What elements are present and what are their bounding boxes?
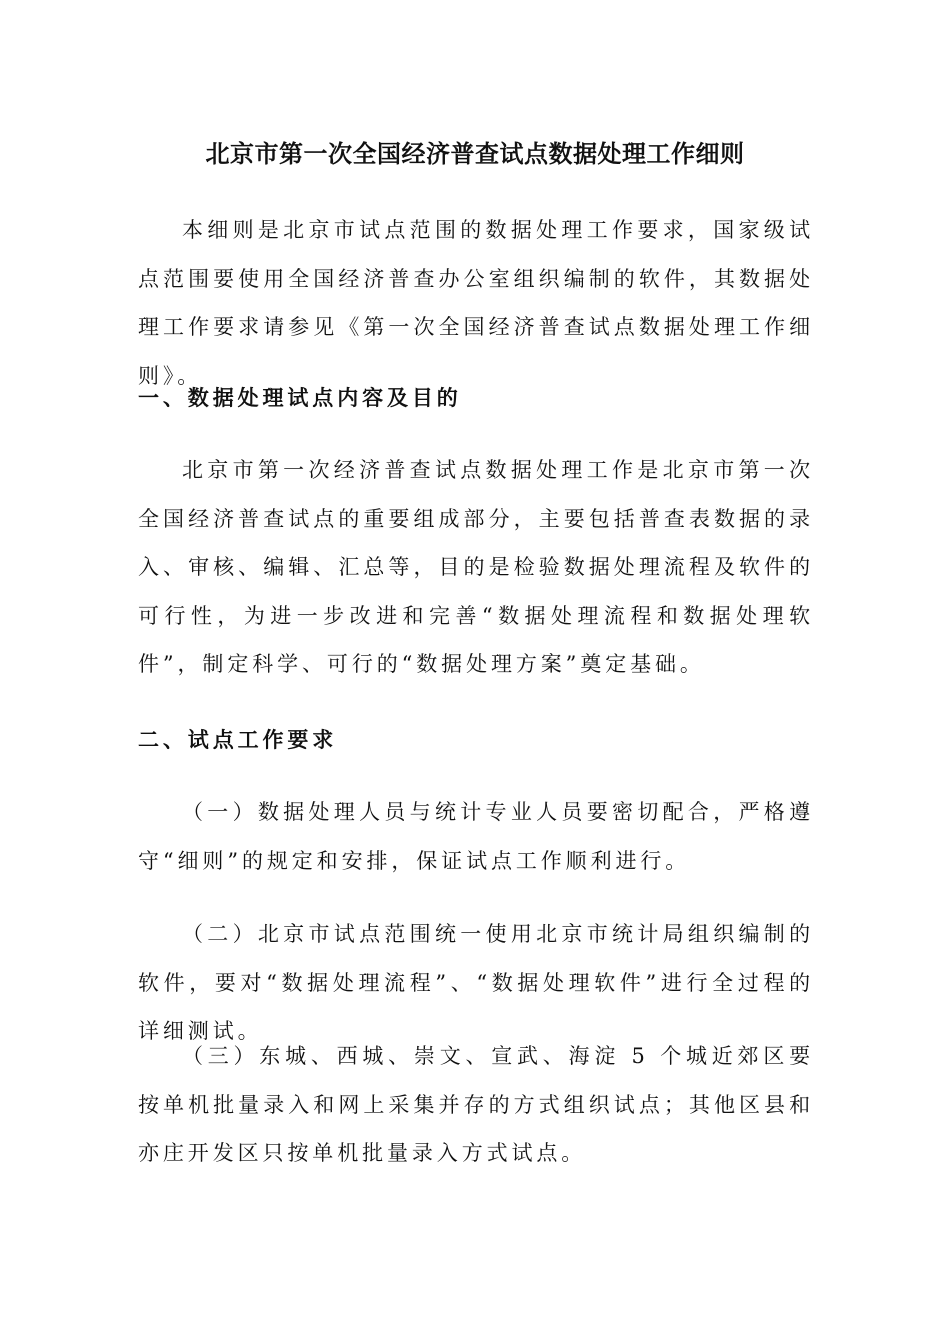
section-2-item-3: （三）东城、西城、崇文、宣武、海淀 5 个城近郊区要按单机批量录入和网上采集并存的方式组织试点；其他区县和亦庄开发区只按单机批量录入方式试点。 xyxy=(138,1044,814,1166)
section-1-heading: 一、数据处理试点内容及目的 xyxy=(138,385,462,410)
document-title: 北京市第一次全国经济普查试点数据处理工作细则 xyxy=(205,140,745,168)
intro-paragraph: 本细则是北京市试点范围的数据处理工作要求，国家级试点范围要使用全国经济普查办公室组织编制的软件，其数据处理工作要求请参见《第一次全国经济普查试点数据处理工作细则》。 xyxy=(138,218,814,388)
section-2-item-1: （一）数据处理人员与统计专业人员要密切配合，严格遵守“细则”的规定和安排，保证试点工作顺利进行。 xyxy=(138,800,814,873)
section-2-heading: 二、试点工作要求 xyxy=(138,727,338,752)
section-1-paragraph: 北京市第一次经济普查试点数据处理工作是北京市第一次全国经济普查试点的重要组成部分，主要包括普查表数据的录入、审核、编辑、汇总等，目的是检验数据处理流程及软件的可行性，为进一步改进和完善“数据处理流程和数据处理软件”，制定科学、可行的“数据处理方案”奠定基础。 xyxy=(138,458,814,677)
section-2-item-2: （二）北京市试点范围统一使用北京市统计局组织编制的软件，要对“数据处理流程”、“数据处理软件”进行全过程的详细测试。 xyxy=(138,922,814,1044)
